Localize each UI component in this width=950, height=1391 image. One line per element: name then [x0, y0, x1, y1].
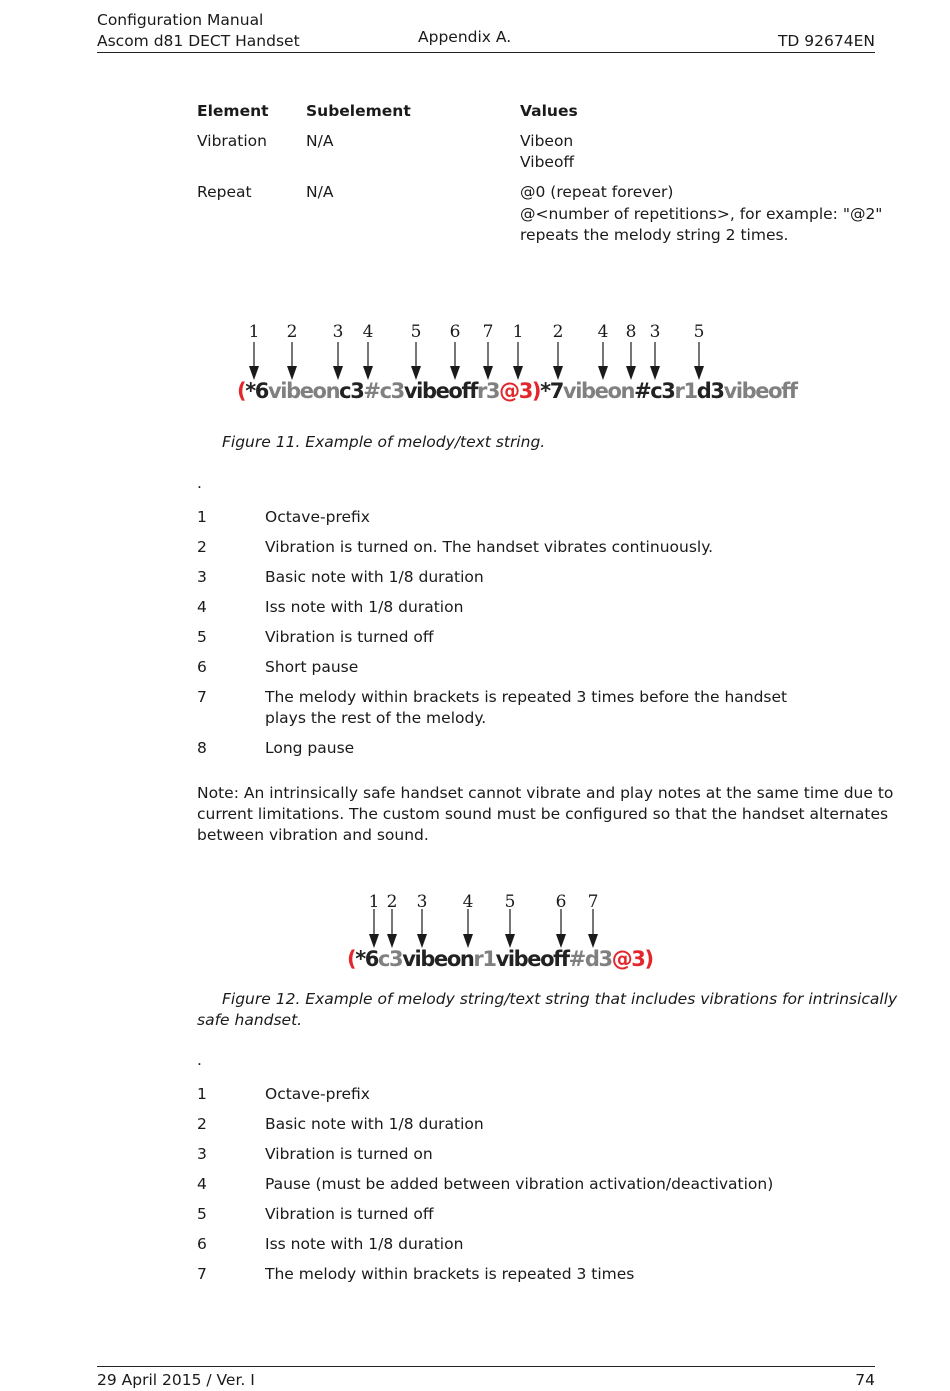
melody-segment: vibeoff: [403, 379, 477, 403]
header-product: Ascom d81 DECT Handset: [97, 32, 300, 50]
melody-segment: *6: [245, 379, 268, 403]
list-item-text: Octave-prefix: [265, 1085, 370, 1103]
list-item-number: 3: [197, 1145, 207, 1163]
arrow-number-label: 1: [248, 322, 260, 342]
arrow-number-label: 1: [512, 322, 524, 342]
arrow-number-label: 7: [482, 322, 494, 342]
arrow-head: [450, 366, 460, 380]
arrow-head: [598, 366, 608, 380]
list-item-text: Basic note with 1/8 duration: [265, 1115, 484, 1133]
figure-11-melody-string: [237, 379, 797, 403]
arrow-number-label: 3: [332, 322, 344, 342]
arrow-number-label: 1: [368, 892, 380, 912]
melody-segment: (: [237, 379, 246, 403]
list-item-text: Vibration is turned off: [265, 1205, 434, 1223]
list-item-number: 5: [197, 628, 207, 646]
list-item-text: The melody within brackets is repeated 3 times: [265, 1265, 635, 1283]
list-item-number: 8: [197, 739, 207, 757]
arrow-number-label: 5: [693, 322, 705, 342]
separator-dot: .: [197, 474, 202, 492]
melody-segment: vibeon: [562, 379, 635, 403]
table-cell-value: repeats the melody string 2 times.: [520, 226, 789, 244]
arrow-head: [463, 934, 473, 948]
melody-segment: vibeoff: [495, 947, 569, 971]
arrow-number-label: 7: [587, 892, 599, 912]
list-item-number: 1: [197, 508, 207, 526]
figure-12-caption-line: Figure 12. Example of melody string/text string that includes vibrations for intrinsically: [222, 990, 898, 1008]
melody-segment: vibeoff: [723, 379, 797, 403]
note-line: Note: An intrinsically safe handset cannot vibrate and play notes at the same time due to: [197, 784, 894, 802]
list-item-text: The melody within brackets is repeated 3 times before the handset: [265, 688, 788, 706]
list-item-number: 4: [197, 598, 207, 616]
table-cell-value: @0 (repeat forever): [520, 183, 674, 201]
header-doc-id: TD 92674EN: [777, 32, 875, 50]
arrow-head: [363, 366, 373, 380]
arrow-number-label: 8: [625, 322, 637, 342]
arrow-head: [694, 366, 704, 380]
table-cell-value: Vibeon: [520, 132, 574, 150]
list-item-text: Vibration is turned off: [265, 628, 434, 646]
melody-segment: r1: [674, 379, 697, 403]
separator-dot: .: [197, 1051, 202, 1069]
arrow-number-label: 3: [416, 892, 428, 912]
melody-segment: *7: [540, 379, 563, 403]
melody-segment: @3): [499, 379, 541, 403]
list-item-number: 1: [197, 1085, 207, 1103]
footer-date-version: 29 April 2015 / Ver. I: [97, 1371, 255, 1389]
table-cell-element: Vibration: [197, 132, 267, 150]
arrow-number-label: 6: [555, 892, 567, 912]
arrow-number-label: 5: [504, 892, 516, 912]
table-header-values: Values: [520, 102, 578, 120]
arrow-head: [553, 366, 563, 380]
list-item-number: 2: [197, 1115, 207, 1133]
list-item-number: 6: [197, 1235, 207, 1253]
melody-segment: #c3: [634, 379, 675, 403]
arrow-head: [369, 934, 379, 948]
table-header-subelement: Subelement: [306, 102, 411, 120]
list-item-text: Basic note with 1/8 duration: [265, 568, 484, 586]
header-manual-title: Configuration Manual: [97, 11, 264, 29]
melody-segment: r3: [476, 379, 500, 403]
arrow-number-label: 5: [410, 322, 422, 342]
melody-segment: vibeon: [268, 379, 340, 403]
arrow-number-label: 3: [649, 322, 661, 342]
melody-segment: d3: [696, 379, 724, 403]
list-item-number: 2: [197, 538, 207, 556]
melody-segment: @3): [611, 947, 653, 971]
table-cell-subelement: N/A: [306, 132, 334, 150]
note-line: current limitations. The custom sound must be configured so that the handset alternates: [197, 805, 889, 823]
arrow-head: [513, 366, 523, 380]
melody-segment: (: [347, 947, 356, 971]
melody-segment: *6: [355, 947, 378, 971]
list-item-number: 5: [197, 1205, 207, 1223]
list-item-text: Vibration is turned on: [265, 1145, 433, 1163]
list-item-number: 6: [197, 658, 207, 676]
list-item-text: Octave-prefix: [265, 508, 370, 526]
melody-segment: #d3: [568, 947, 612, 971]
list-item-text: Short pause: [265, 658, 359, 676]
list-item-number: 7: [197, 688, 207, 706]
list-item-text: Iss note with 1/8 duration: [265, 1235, 464, 1253]
footer-page-number: 74: [855, 1371, 875, 1389]
list-item-number: 7: [197, 1265, 207, 1283]
table-header-element: Element: [197, 102, 269, 120]
list-item-text: Long pause: [265, 739, 355, 757]
figure-12-melody-string: [347, 947, 653, 971]
arrow-number-label: 4: [597, 322, 609, 342]
arrow-number-label: 2: [386, 892, 398, 912]
list-item-text: Vibration is turned on. The handset vibrates continuously.: [265, 538, 714, 556]
footer-rule: [97, 1366, 875, 1367]
note-line: between vibration and sound.: [197, 826, 429, 844]
list-item-text-continued: plays the rest of the melody.: [265, 709, 487, 727]
arrow-head: [249, 366, 259, 380]
header-section: Appendix A.: [418, 28, 512, 46]
arrow-head: [387, 934, 397, 948]
arrow-head: [333, 366, 343, 380]
table-cell-subelement: N/A: [306, 183, 334, 201]
melody-segment: #c3: [363, 379, 404, 403]
figure-11-caption: Figure 11. Example of melody/text string.: [222, 433, 546, 451]
melody-segment: vibeon: [402, 947, 474, 971]
arrow-head: [483, 366, 493, 380]
table-cell-element: Repeat: [197, 183, 252, 201]
melody-segment: c3: [378, 947, 403, 971]
arrow-number-label: 4: [362, 322, 374, 342]
arrow-head: [588, 934, 598, 948]
figure-12-caption-line: safe handset.: [197, 1011, 303, 1029]
table-cell-value: Vibeoff: [520, 153, 575, 171]
arrow-head: [505, 934, 515, 948]
arrow-head: [417, 934, 427, 948]
arrow-head: [287, 366, 297, 380]
melody-segment: c3: [339, 379, 364, 403]
melody-segment: r1: [473, 947, 496, 971]
arrow-head: [556, 934, 566, 948]
arrow-number-label: 2: [552, 322, 564, 342]
arrow-number-label: 2: [286, 322, 298, 342]
list-item-text: Iss note with 1/8 duration: [265, 598, 464, 616]
list-item-number: 3: [197, 568, 207, 586]
arrow-head: [411, 366, 421, 380]
arrow-head: [626, 366, 636, 380]
list-item-text: Pause (must be added between vibration activation/deactivation): [265, 1175, 774, 1193]
arrow-number-label: 4: [462, 892, 474, 912]
arrow-number-label: 6: [449, 322, 461, 342]
arrow-head: [650, 366, 660, 380]
table-cell-value: @<number of repetitions>, for example: "@2": [520, 205, 883, 223]
header-rule: [97, 52, 875, 53]
list-item-number: 4: [197, 1175, 207, 1193]
